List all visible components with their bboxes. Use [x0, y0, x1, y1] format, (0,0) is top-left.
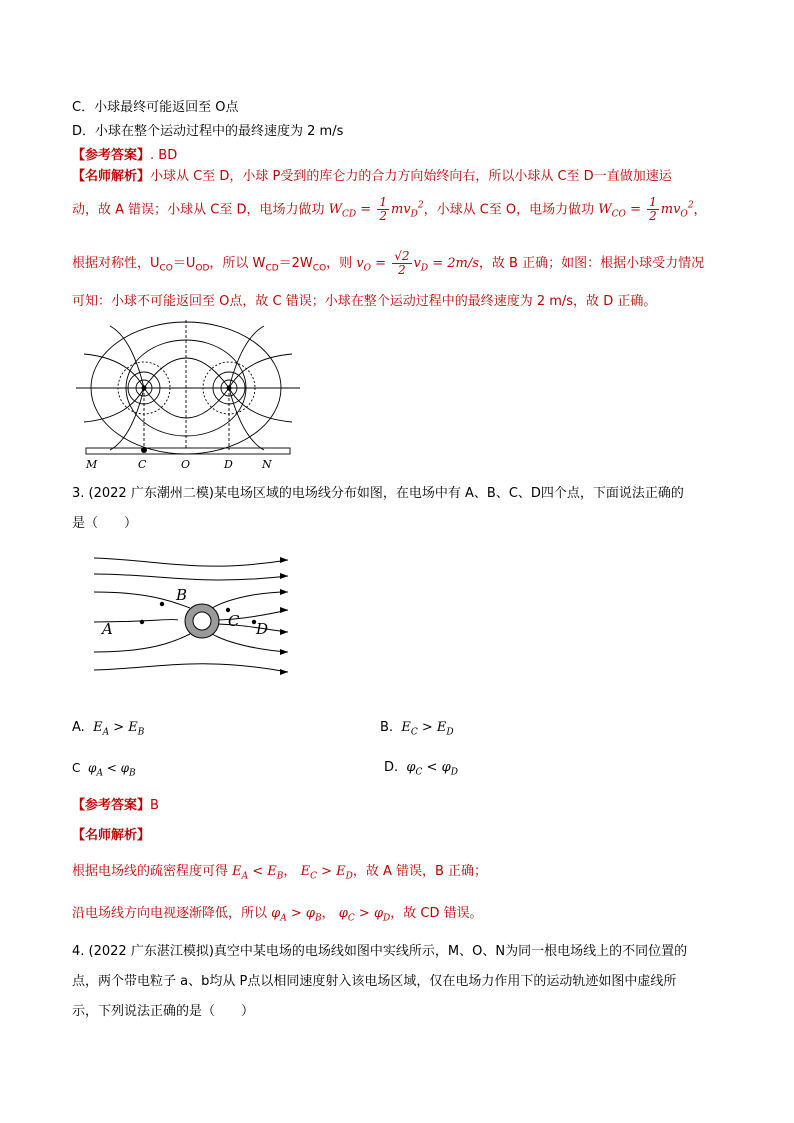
label-b: B — [176, 586, 188, 604]
label-n: N — [262, 458, 272, 471]
formula-vo: $v_O$ = $\frac{√2}{2}$ $v_D = 2m/s$ — [356, 249, 479, 277]
label-m: M — [86, 458, 98, 471]
q2-analysis-line-3: 根据对称性，$U_{CO}=U_{OD}$，所以 $W_{CD}=2W_{CO}$，则 $v_O$ = $\frac{√2}{2}$ $v_D = 2m/s$，故 B 正确；如图：根据小球受力情况 — [72, 249, 705, 277]
q4-stem-line-3: 示，下列说法正确的是（ ） — [72, 1004, 255, 1019]
q3-option-c: C $\varphi_A < \varphi_B$ — [72, 761, 136, 779]
q2-analysis-line-1: 【名师解析】小球从 C至 D，小球 P受到的库仑力的合力方向始终向右，所以小球从 C至 D一直做加速运 — [72, 169, 672, 184]
q2-answer — [72, 146, 177, 166]
analysis-label: 【名师解析】 — [72, 169, 151, 184]
q2-analysis-line-2: 动，故 A 错误；小球从 C至 D，电场力做功 $W_{CD}$ = $\frac{1}{2}$ $mv_D^2$，小球从 C至 O，电场力做功 $W_{CO}$ = $\frac{1}{2}$ $mv_O^2$， — [72, 195, 707, 224]
answer-label: 【参考答案】 — [72, 798, 151, 813]
q3-analysis-line-1: 根据电场线的疏密程度可得 $E_A < E_B$， $E_C > E_D$，故 A 错误，B 正确； — [72, 864, 488, 882]
q3-answer — [72, 796, 159, 816]
q3-option-a: A. $E_A > E_B$ — [72, 720, 145, 738]
q2-analysis-line-4: 可知：小球不可能返回至 O点，故 C 错误；小球在整个运动过程中的最终速度为 2 m/s，故 D 正确。 — [72, 294, 657, 309]
ring-field-figure — [90, 552, 294, 680]
q3-stem-line-2: 是（ ） — [72, 516, 138, 531]
label-d: D — [256, 620, 269, 638]
q4-stem-line-2: 点，两个带电粒子 a、b均从 P点以相同速度射入该电场区域，仅在电场力作用下的运动轨迹如图中虚线所 — [72, 974, 677, 989]
answer-label: 【参考答案】 — [72, 148, 151, 163]
label-o: O — [181, 458, 191, 471]
q3-stem-line-1: 3. (2022 广东潮州二模)某电场区域的电场线分布如图，在电场中有 A、B、C、D四个点，下面说法正确的 — [72, 486, 684, 501]
label-c: C — [138, 458, 147, 471]
label-d: D — [224, 458, 233, 471]
q3-analysis-line-2: 沿电场线方向电视逐渐降低，所以 $\varphi_A > \varphi_B$， $\varphi_C > \varphi_D$，故 CD 错误。 — [72, 906, 483, 924]
label-a: A — [102, 620, 113, 638]
answer-value: . BD — [150, 148, 178, 163]
q2-option-d: D．小球在整个运动过程中的最终速度为 2 m/s — [72, 124, 344, 139]
q3-analysis-label: 【名师解析】 — [72, 828, 151, 843]
q4-stem-line-1: 4. (2022 广东湛江模拟)真空中某电场的电场线如图中实线所示，M、O、N为同一根电场线上的不同位置的 — [72, 944, 688, 959]
two-charge-field-figure — [72, 318, 304, 472]
q3-option-b: B. $E_C > E_D$ — [380, 720, 454, 738]
q2-option-c: C．小球最终可能返回至 O点 — [72, 100, 239, 115]
formula-wcd: $W_{CD}$ = $\frac{1}{2}$ $mv_D^2$ — [328, 195, 424, 224]
label-c: C — [228, 612, 240, 630]
q3-option-d: D. $\varphi_C < \varphi_D$ — [384, 760, 458, 778]
formula-wco: $W_{CO}$ = $\frac{1}{2}$ $mv_O^2$ — [598, 195, 694, 224]
answer-value: B — [150, 798, 159, 813]
